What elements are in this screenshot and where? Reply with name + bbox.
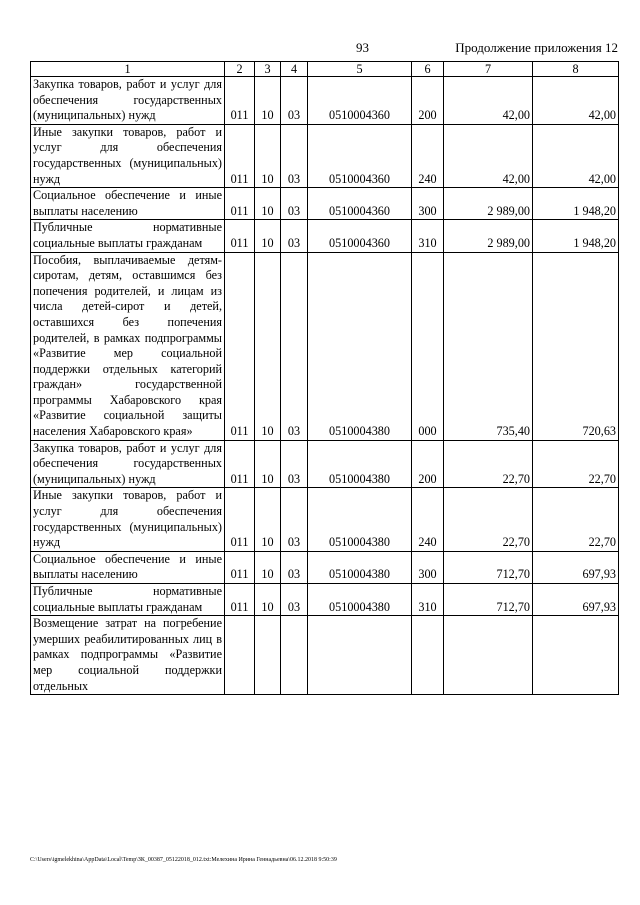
col-4-value: 03 [281, 440, 308, 488]
col-3-value [255, 616, 281, 695]
column-header: 1 [31, 62, 225, 77]
table-row [31, 440, 619, 488]
col-7-value: 735,40 [444, 252, 533, 440]
col-4-value: 03 [281, 77, 308, 125]
col-6-value: 300 [412, 551, 444, 583]
col-3-value: 10 [255, 77, 281, 125]
continuation-label: Продолжение приложения 12 [455, 40, 618, 55]
col-6-value: 200 [412, 77, 444, 125]
col-2-value [225, 616, 255, 695]
col-8-value: 697,93 [533, 584, 619, 616]
col-3-value: 10 [255, 188, 281, 220]
col-8-value: 22,70 [533, 488, 619, 551]
table-row [31, 252, 619, 440]
col-4-value: 03 [281, 220, 308, 252]
col-8-value: 1 948,20 [533, 188, 619, 220]
col-2-value: 011 [225, 220, 255, 252]
col-8-value [533, 616, 619, 695]
column-header: 8 [533, 62, 619, 77]
row-name: Закупка товаров, работ и услуг для обеспечения государственных (муниципальных) нужд [31, 77, 225, 125]
col-5-value: 0510004360 [308, 77, 412, 125]
row-name: Пособия, выплачиваемые детям-сиротам, детям, оставшимся без попечения родителей, и лицам из числа детей-сирот и детей, оставшихся без попечения родителей, в рамках подпрограммы «Развитие мер социальной поддержки отдельных категорий граждан» государственной программы Хабаровского края «Развитие социальной защиты населения Хабаровского края» [31, 252, 225, 440]
table-row [31, 616, 619, 695]
col-2-value: 011 [225, 551, 255, 583]
col-4-value: 03 [281, 124, 308, 187]
table-row [31, 551, 619, 583]
col-6-value: 300 [412, 188, 444, 220]
col-7-value: 22,70 [444, 440, 533, 488]
col-2-value: 011 [225, 124, 255, 187]
row-name: Закупка товаров, работ и услуг для обеспечения государственных (муниципальных) нужд [31, 440, 225, 488]
col-4-value: 03 [281, 551, 308, 583]
table-row [31, 584, 619, 616]
row-name: Иные закупки товаров, работ и услуг для обеспечения государственных (муниципальных) нужд [31, 124, 225, 187]
col-3-value: 10 [255, 584, 281, 616]
col-7-value: 2 989,00 [444, 220, 533, 252]
row-name: Возмещение затрат на погребение умерших реабилитированных лиц в рамках подпрограммы «Развитие мер социальной поддержки отдельных [31, 616, 225, 695]
col-8-value: 42,00 [533, 124, 619, 187]
col-7-value: 42,00 [444, 124, 533, 187]
col-2-value: 011 [225, 77, 255, 125]
column-header: 4 [281, 62, 308, 77]
col-6-value: 000 [412, 252, 444, 440]
col-7-value: 22,70 [444, 488, 533, 551]
col-3-value: 10 [255, 440, 281, 488]
col-5-value: 0510004380 [308, 584, 412, 616]
footer-file-path: C:\Users\igmelekhina\AppData\Local\Temp\ЗК_00387_05122018_012.txt:Мелехина Ирина Геннадьевна\06.12.2018 9:50:39 [30, 857, 337, 863]
col-4-value [281, 616, 308, 695]
col-5-value: 0510004360 [308, 124, 412, 187]
col-4-value: 03 [281, 252, 308, 440]
column-header: 2 [225, 62, 255, 77]
col-5-value: 0510004380 [308, 551, 412, 583]
row-name: Социальное обеспечение и иные выплаты населению [31, 551, 225, 583]
col-3-value: 10 [255, 252, 281, 440]
col-6-value: 310 [412, 220, 444, 252]
table-row [31, 77, 619, 125]
row-name: Иные закупки товаров, работ и услуг для обеспечения государственных (муниципальных) нужд [31, 488, 225, 551]
col-8-value: 697,93 [533, 551, 619, 583]
table-row [31, 124, 619, 187]
row-name: Публичные нормативные социальные выплаты гражданам [31, 584, 225, 616]
col-6-value: 240 [412, 488, 444, 551]
col-7-value [444, 616, 533, 695]
col-8-value: 42,00 [533, 77, 619, 125]
col-2-value: 011 [225, 488, 255, 551]
col-7-value: 712,70 [444, 584, 533, 616]
table-row [31, 220, 619, 252]
col-3-value: 10 [255, 551, 281, 583]
col-3-value: 10 [255, 220, 281, 252]
column-header: 5 [308, 62, 412, 77]
col-3-value: 10 [255, 488, 281, 551]
col-3-value: 10 [255, 124, 281, 187]
col-2-value: 011 [225, 440, 255, 488]
col-6-value: 240 [412, 124, 444, 187]
budget-table [30, 61, 619, 695]
col-8-value: 22,70 [533, 440, 619, 488]
col-7-value: 2 989,00 [444, 188, 533, 220]
table-row [31, 488, 619, 551]
column-header: 6 [412, 62, 444, 77]
page-number: 93 [356, 40, 369, 55]
col-8-value: 720,63 [533, 252, 619, 440]
col-5-value: 0510004360 [308, 188, 412, 220]
col-5-value: 0510004380 [308, 488, 412, 551]
table-row [31, 188, 619, 220]
column-header: 7 [444, 62, 533, 77]
col-5-value: 0510004380 [308, 440, 412, 488]
col-5-value: 0510004360 [308, 220, 412, 252]
col-4-value: 03 [281, 188, 308, 220]
col-5-value [308, 616, 412, 695]
row-name: Социальное обеспечение и иные выплаты населению [31, 188, 225, 220]
col-6-value: 310 [412, 584, 444, 616]
col-7-value: 42,00 [444, 77, 533, 125]
col-2-value: 011 [225, 252, 255, 440]
col-8-value: 1 948,20 [533, 220, 619, 252]
header-row [31, 62, 619, 77]
col-5-value: 0510004380 [308, 252, 412, 440]
col-2-value: 011 [225, 584, 255, 616]
col-7-value: 712,70 [444, 551, 533, 583]
col-6-value: 200 [412, 440, 444, 488]
col-6-value [412, 616, 444, 695]
row-name: Публичные нормативные социальные выплаты гражданам [31, 220, 225, 252]
col-2-value: 011 [225, 188, 255, 220]
column-header: 3 [255, 62, 281, 77]
col-4-value: 03 [281, 488, 308, 551]
col-4-value: 03 [281, 584, 308, 616]
